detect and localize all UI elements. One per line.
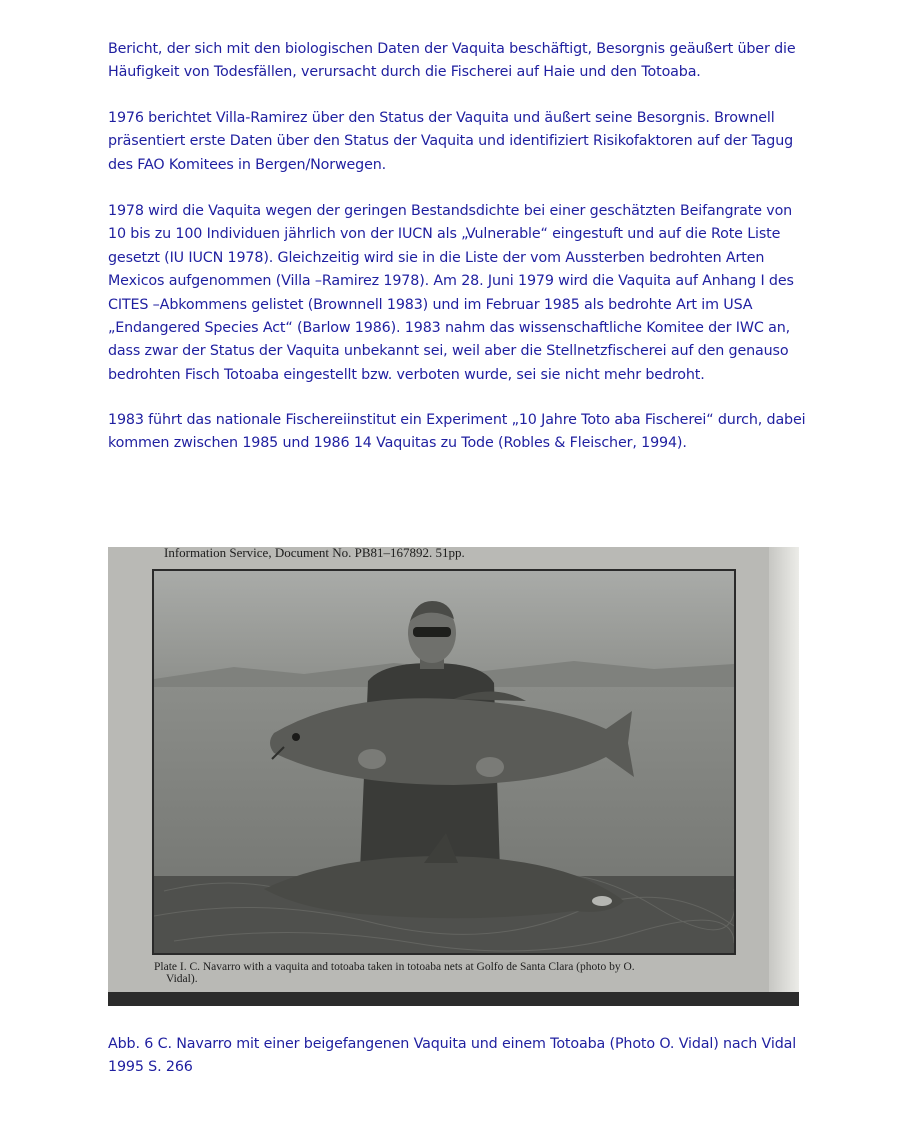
paragraph-1976: 1976 berichtet Villa-Ramirez über den Status der Vaquita und äußert seine Besorgnis. Brownell präsentiert erste Daten über den Status der Vaquita und identifiziert Risikofaktoren auf der Tagug des FAO Komitees in Bergen/Norwegen. xyxy=(108,110,794,173)
paragraph-1983: 1983 führt das nationale Fischereiinstitut ein Experiment „10 Jahre Toto aba Fischerei“ durch, dabei kommen zwischen 1985 und 1986 14 Vaquitas zu Tode (Robles & Fleischer, 1994). xyxy=(108,412,806,452)
plate-caption-line2: Vidal). xyxy=(166,973,198,985)
plate-caption-line1: Plate I. C. Navarro with a vaquita and totoaba taken in totoaba nets at Golfo de Santa Clara (photo by O. xyxy=(154,961,635,973)
paragraph-1978: 1978 wird die Vaquita wegen der geringen Bestandsdichte bei einer geschätzten Beifangrate von 10 bis zu 100 Individuen jährlich von der IUCN als „Vulnerable“ eingestuft und auf die Rote Liste gesetzt (IU IUCN 1978). Gleichzeitig wird sie in die Liste der vom Aussterben bedrohten Arten Mexicos aufgenommen (Villa –Ramirez 1978). Am 28. Juni 1979 wird die Vaquita auf Anhang I des CITES –Abkommens gelistet (Brownnell 1983) und im Februar 1985 als bedrohte Art im USA „Endangered Species Act“ (Barlow 1986). 1983 nahm das wissenschaftliche Komitee der IWC an, dass zwar der Status der Vaquita unbekannt sei, weil aber die Stellnetzfischerei auf den genauso bedrohten Fisch Totoaba eingestellt bzw. verboten wurde, sei sie nicht mehr bedroht. xyxy=(108,203,794,383)
plate-caption xyxy=(154,961,635,985)
plate-photograph xyxy=(152,569,736,955)
book-header-text: Information Service, Document No. PB81–167892. 51pp. xyxy=(164,547,465,560)
paragraph-report: Bericht, der sich mit den biologischen Daten der Vaquita beschäftigt, Besorgnis geäußert über die Häufigkeit von Todesfällen, verursacht durch die Fischerei auf Haie und den Totoaba. xyxy=(108,41,796,81)
page-fold-shadow xyxy=(769,547,799,1006)
figure-caption: Abb. 6 C. Navarro mit einer beigefangenen Vaquita und einem Totoaba (Photo O. Vidal) nach Vidal 1995 S. 266 xyxy=(108,1036,797,1076)
photo-bottom-edge xyxy=(108,992,799,1006)
plate-scene xyxy=(154,571,734,953)
book-page-photo xyxy=(108,547,799,1006)
man-sunglasses xyxy=(413,627,451,637)
